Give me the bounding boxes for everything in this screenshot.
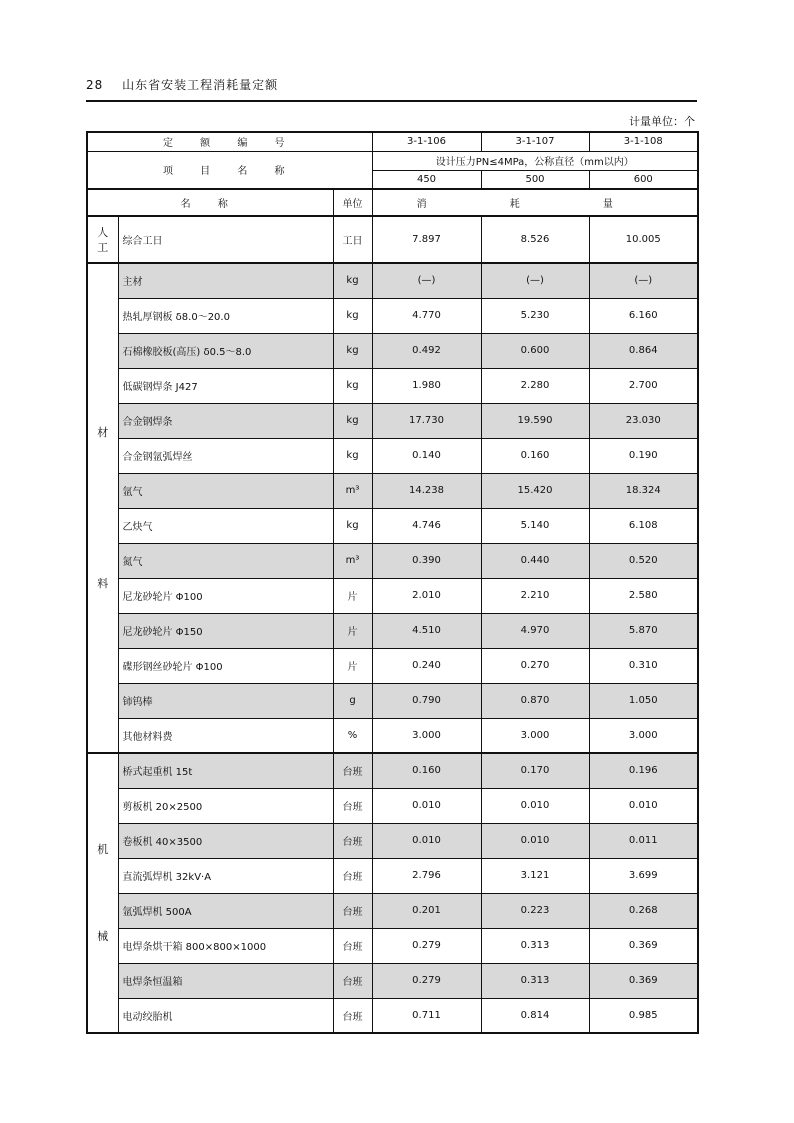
- item-value: 3.699: [589, 858, 698, 893]
- item-value: 3.121: [481, 858, 589, 893]
- item-unit: 台班: [333, 823, 372, 858]
- item-value: 0.270: [481, 648, 589, 683]
- item-value: 0.492: [372, 333, 481, 368]
- item-value: 0.390: [372, 543, 481, 578]
- item-value: 18.324: [589, 473, 698, 508]
- item-unit: kg: [333, 438, 372, 473]
- diameter-value: 450: [372, 170, 481, 189]
- item-name-label: 项 目 名 称: [87, 151, 372, 189]
- table-row: [87, 858, 698, 893]
- item-unit: 片: [333, 648, 372, 683]
- item-value: 0.010: [372, 788, 481, 823]
- category-label: [88, 356, 118, 660]
- item-value: 0.268: [589, 893, 698, 928]
- item-value: 8.526: [481, 216, 589, 263]
- item-value: 4.970: [481, 613, 589, 648]
- item-value: 15.420: [481, 473, 589, 508]
- item-value: 2.010: [372, 578, 481, 613]
- item-name: 合金钢焊条: [118, 403, 333, 438]
- item-value: 0.313: [481, 963, 589, 998]
- table-row: [87, 788, 698, 823]
- category-cell: [87, 216, 118, 263]
- item-name: 氩气: [118, 473, 333, 508]
- item-value: 0.190: [589, 438, 698, 473]
- item-name: 乙炔气: [118, 508, 333, 543]
- item-value: 1.980: [372, 368, 481, 403]
- item-unit: kg: [333, 333, 372, 368]
- item-value: 2.700: [589, 368, 698, 403]
- quota-table: [86, 131, 699, 1034]
- item-name: 电焊条烘干箱 800×800×1000: [118, 928, 333, 963]
- item-unit: kg: [333, 403, 372, 438]
- item-name: 合金钢氩弧焊丝: [118, 438, 333, 473]
- table-row: [87, 998, 698, 1033]
- table-row: [87, 963, 698, 998]
- category-char: 料: [97, 577, 109, 591]
- table-row: [87, 893, 698, 928]
- item-value: 0.010: [481, 823, 589, 858]
- table-row: [87, 263, 698, 298]
- diameter-value: 500: [481, 170, 589, 189]
- book-title: 山东省安装工程消耗量定额: [122, 78, 279, 92]
- item-name: 电动绞胎机: [118, 998, 333, 1033]
- item-unit: 台班: [333, 858, 372, 893]
- item-unit: 片: [333, 613, 372, 648]
- col-consumption-header: 消 耗 量: [372, 189, 698, 216]
- item-value: 0.240: [372, 648, 481, 683]
- item-name: 热轧厚钢板 δ8.0～20.0: [118, 298, 333, 333]
- item-unit: m³: [333, 543, 372, 578]
- item-value: 2.280: [481, 368, 589, 403]
- item-value: 0.310: [589, 648, 698, 683]
- item-name: 碟形钢丝砂轮片 Φ100: [118, 648, 333, 683]
- item-value: (—): [481, 263, 589, 298]
- item-value: 0.196: [589, 753, 698, 788]
- item-value: (—): [372, 263, 481, 298]
- item-value: 0.140: [372, 438, 481, 473]
- item-value: 0.870: [481, 683, 589, 718]
- table-row: [87, 823, 698, 858]
- item-value: 3.000: [481, 718, 589, 753]
- table-row: [87, 403, 698, 438]
- item-value: 14.238: [372, 473, 481, 508]
- table-row: [87, 753, 698, 788]
- quota-code: 3-1-106: [372, 132, 481, 151]
- item-name: 其他材料费: [118, 718, 333, 753]
- item-name: 氮气: [118, 543, 333, 578]
- item-name: 尼龙砂轮片 Φ100: [118, 578, 333, 613]
- item-value: 3.000: [372, 718, 481, 753]
- item-value: 4.510: [372, 613, 481, 648]
- col-name-header: 名 称: [87, 189, 333, 216]
- item-unit: 台班: [333, 928, 372, 963]
- item-value: 10.005: [589, 216, 698, 263]
- page-number: 28: [86, 78, 104, 92]
- item-value: 0.369: [589, 928, 698, 963]
- table-row: [87, 578, 698, 613]
- item-name: 剪板机 20×2500: [118, 788, 333, 823]
- item-value: 6.160: [589, 298, 698, 333]
- table-row: [87, 928, 698, 963]
- item-value: 6.108: [589, 508, 698, 543]
- item-value: 5.140: [481, 508, 589, 543]
- category-cell: [87, 263, 118, 753]
- item-value: 0.814: [481, 998, 589, 1033]
- item-value: 3.000: [589, 718, 698, 753]
- header-rule: [86, 100, 697, 102]
- table-row: [87, 333, 698, 368]
- item-value: 0.160: [481, 438, 589, 473]
- item-unit: 工日: [333, 216, 372, 263]
- item-value: 0.160: [372, 753, 481, 788]
- item-value: 0.201: [372, 893, 481, 928]
- table-row: [87, 683, 698, 718]
- table-row: [87, 718, 698, 753]
- item-value: 0.223: [481, 893, 589, 928]
- item-value: 0.279: [372, 963, 481, 998]
- table-row: [87, 648, 698, 683]
- item-unit: m³: [333, 473, 372, 508]
- item-name: 铈钨棒: [118, 683, 333, 718]
- item-unit: 片: [333, 578, 372, 613]
- category-char: 械: [97, 929, 109, 943]
- table-row: [87, 473, 698, 508]
- item-name: 直流弧焊机 32kV·A: [118, 858, 333, 893]
- item-name: 综合工日: [118, 216, 333, 263]
- item-value: 7.897: [372, 216, 481, 263]
- item-value: 4.770: [372, 298, 481, 333]
- item-name: 卷板机 40×3500: [118, 823, 333, 858]
- item-unit: %: [333, 718, 372, 753]
- unit-label: 计量单位：个: [629, 115, 695, 128]
- item-value: 2.796: [372, 858, 481, 893]
- diameter-value: 600: [589, 170, 698, 189]
- item-value: 0.985: [589, 998, 698, 1033]
- category-cell: [87, 753, 118, 1033]
- quota-code: 3-1-108: [589, 132, 698, 151]
- item-name: 石棉橡胶板(高压) δ0.5～8.0: [118, 333, 333, 368]
- table-row: [87, 508, 698, 543]
- item-value: 4.746: [372, 508, 481, 543]
- table-row: [87, 216, 698, 263]
- item-unit: 台班: [333, 788, 372, 823]
- item-value: 5.230: [481, 298, 589, 333]
- item-name: 尼龙砂轮片 Φ150: [118, 613, 333, 648]
- item-value: 19.590: [481, 403, 589, 438]
- item-value: 0.711: [372, 998, 481, 1033]
- item-value: 0.520: [589, 543, 698, 578]
- table-row: [87, 298, 698, 333]
- table-row: [87, 438, 698, 473]
- item-value: 0.790: [372, 683, 481, 718]
- page-header: [86, 76, 278, 93]
- item-name: 电焊条恒温箱: [118, 963, 333, 998]
- item-unit: 台班: [333, 753, 372, 788]
- item-value: 0.313: [481, 928, 589, 963]
- category-char: 机: [97, 843, 109, 857]
- item-unit: g: [333, 683, 372, 718]
- item-value: 2.210: [481, 578, 589, 613]
- item-value: 0.170: [481, 753, 589, 788]
- item-unit: 台班: [333, 963, 372, 998]
- item-value: 17.730: [372, 403, 481, 438]
- item-value: 0.369: [589, 963, 698, 998]
- table-row: [87, 368, 698, 403]
- item-value: (—): [589, 263, 698, 298]
- item-name: 低碳钢焊条 J427: [118, 368, 333, 403]
- quota-code: 3-1-107: [481, 132, 589, 151]
- item-unit: kg: [333, 263, 372, 298]
- item-name: 主材: [118, 263, 333, 298]
- item-value: 1.050: [589, 683, 698, 718]
- item-name: 氩弧焊机 500A: [118, 893, 333, 928]
- quota-no-label: 定 额 编 号: [87, 132, 372, 151]
- quota-table-body: [87, 132, 698, 1033]
- col-unit-header: 单位: [333, 189, 372, 216]
- item-value: 0.010: [589, 788, 698, 823]
- item-name: 桥式起重机 15t: [118, 753, 333, 788]
- table-row: [87, 543, 698, 578]
- item-value: 0.010: [372, 823, 481, 858]
- item-value: 0.440: [481, 543, 589, 578]
- item-value: 0.864: [589, 333, 698, 368]
- category-label: [88, 806, 118, 980]
- category-label: 人工: [97, 225, 109, 254]
- item-value: 2.580: [589, 578, 698, 613]
- item-unit: kg: [333, 298, 372, 333]
- item-value: 0.011: [589, 823, 698, 858]
- item-unit: kg: [333, 368, 372, 403]
- item-value: 23.030: [589, 403, 698, 438]
- item-unit: 台班: [333, 998, 372, 1033]
- item-unit: 台班: [333, 893, 372, 928]
- table-row: [87, 613, 698, 648]
- item-value: 0.600: [481, 333, 589, 368]
- category-char: 材: [97, 425, 109, 439]
- condition-text: 设计压力PN≤4MPa，公称直径（mm以内）: [372, 151, 698, 170]
- item-value: 0.010: [481, 788, 589, 823]
- item-unit: kg: [333, 508, 372, 543]
- item-value: 0.279: [372, 928, 481, 963]
- item-value: 5.870: [589, 613, 698, 648]
